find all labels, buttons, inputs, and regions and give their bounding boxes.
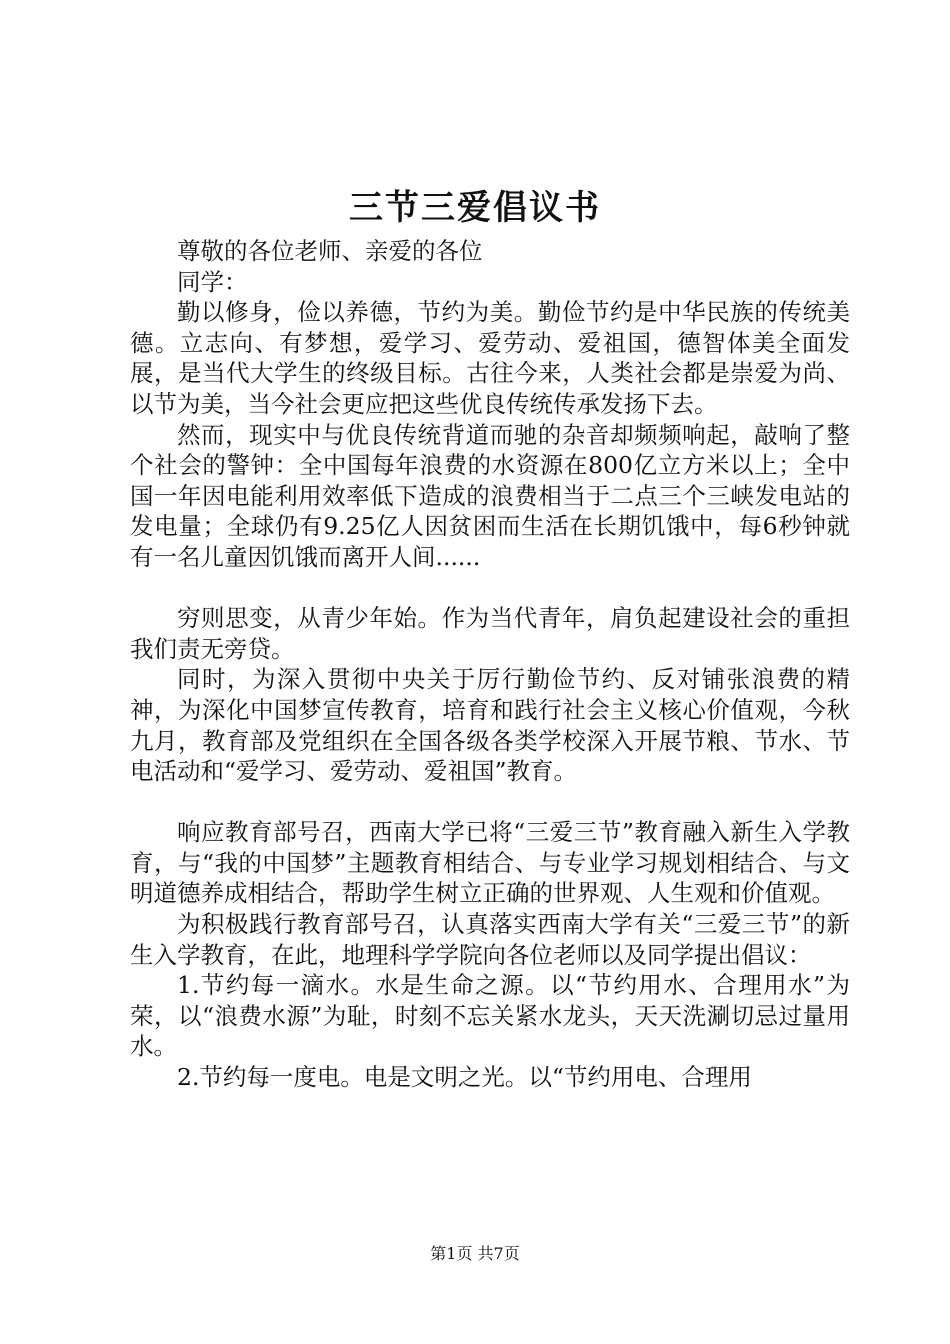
body-paragraph: 响应教育部号召，西南大学已将“三爱三节”教育融入新生入学教育，与“我的中国梦”主题教育相结合、与专业学习规划相结合、与文明道德养成相结合，帮助学生树立正确的世界观、人生观和价值观。 — [130, 818, 850, 908]
paragraph-spacer — [130, 573, 850, 604]
body-paragraph: 然而，现实中与优良传统背道而驰的杂音却频频响起，敲响了整个社会的警钟：全中国每年浪费的水资源在800亿立方米以上；全中国一年因电能利用效率低下造成的浪费相当于二点三个三峡发电站的发电量；全球仍有9.25亿人因贫困而生活在长期饥饿中，每6秒钟就有一名儿童因饥饿而离开人间...... — [130, 420, 850, 571]
proposal-item: 2.节约每一度电。电是文明之光。以“节约用电、合理用 — [177, 1063, 752, 1092]
body-paragraph: 为积极践行教育部号召，认真落实西南大学有关“三爱三节”的新生入学教育，在此，地理科学学院向各位老师以及同学提出倡议： — [130, 910, 850, 969]
paragraph-spacer — [130, 787, 850, 818]
document-title: 三节三爱倡议书 — [349, 188, 601, 228]
body-paragraph: 穷则思变，从青少年始。作为当代青年，肩负起建设社会的重担我们责无旁贷。 — [130, 604, 850, 663]
body-paragraph: 勤以修身，俭以养德，节约为美。勤俭节约是中华民族的传统美德。立志向、有梦想，爱学习、爱劳动、爱祖国，德智体美全面发展，是当代大学生的终级目标。古往今来，人类社会都是崇爱为尚、以节为美，当今社会更应把这些优良传统传承发扬下去。 — [130, 298, 850, 418]
salutation-line: 同学： — [177, 267, 248, 296]
page-indicator: 第1页 共7页 — [430, 1244, 520, 1263]
salutation-line: 尊敬的各位老师、亲爱的各位 — [177, 237, 483, 265]
proposal-item: 1.节约每一滴水。水是生命之源。以“节约用水、合理用水”为荣，以“浪费水源”为耻，时刻不忘关紧水龙头，天天洗涮切忌过量用水。 — [130, 971, 850, 1061]
body-paragraph: 同时，为深入贯彻中央关于厉行勤俭节约、反对铺张浪费的精神，为深化中国梦宣传教育，培育和践行社会主义核心价值观，今秋九月，教育部及党组织在全国各级各类学校深入开展节粮、节水、节电活动和“爱学习、爱劳动、爱祖国”教育。 — [130, 665, 850, 786]
document-body — [130, 236, 850, 1093]
